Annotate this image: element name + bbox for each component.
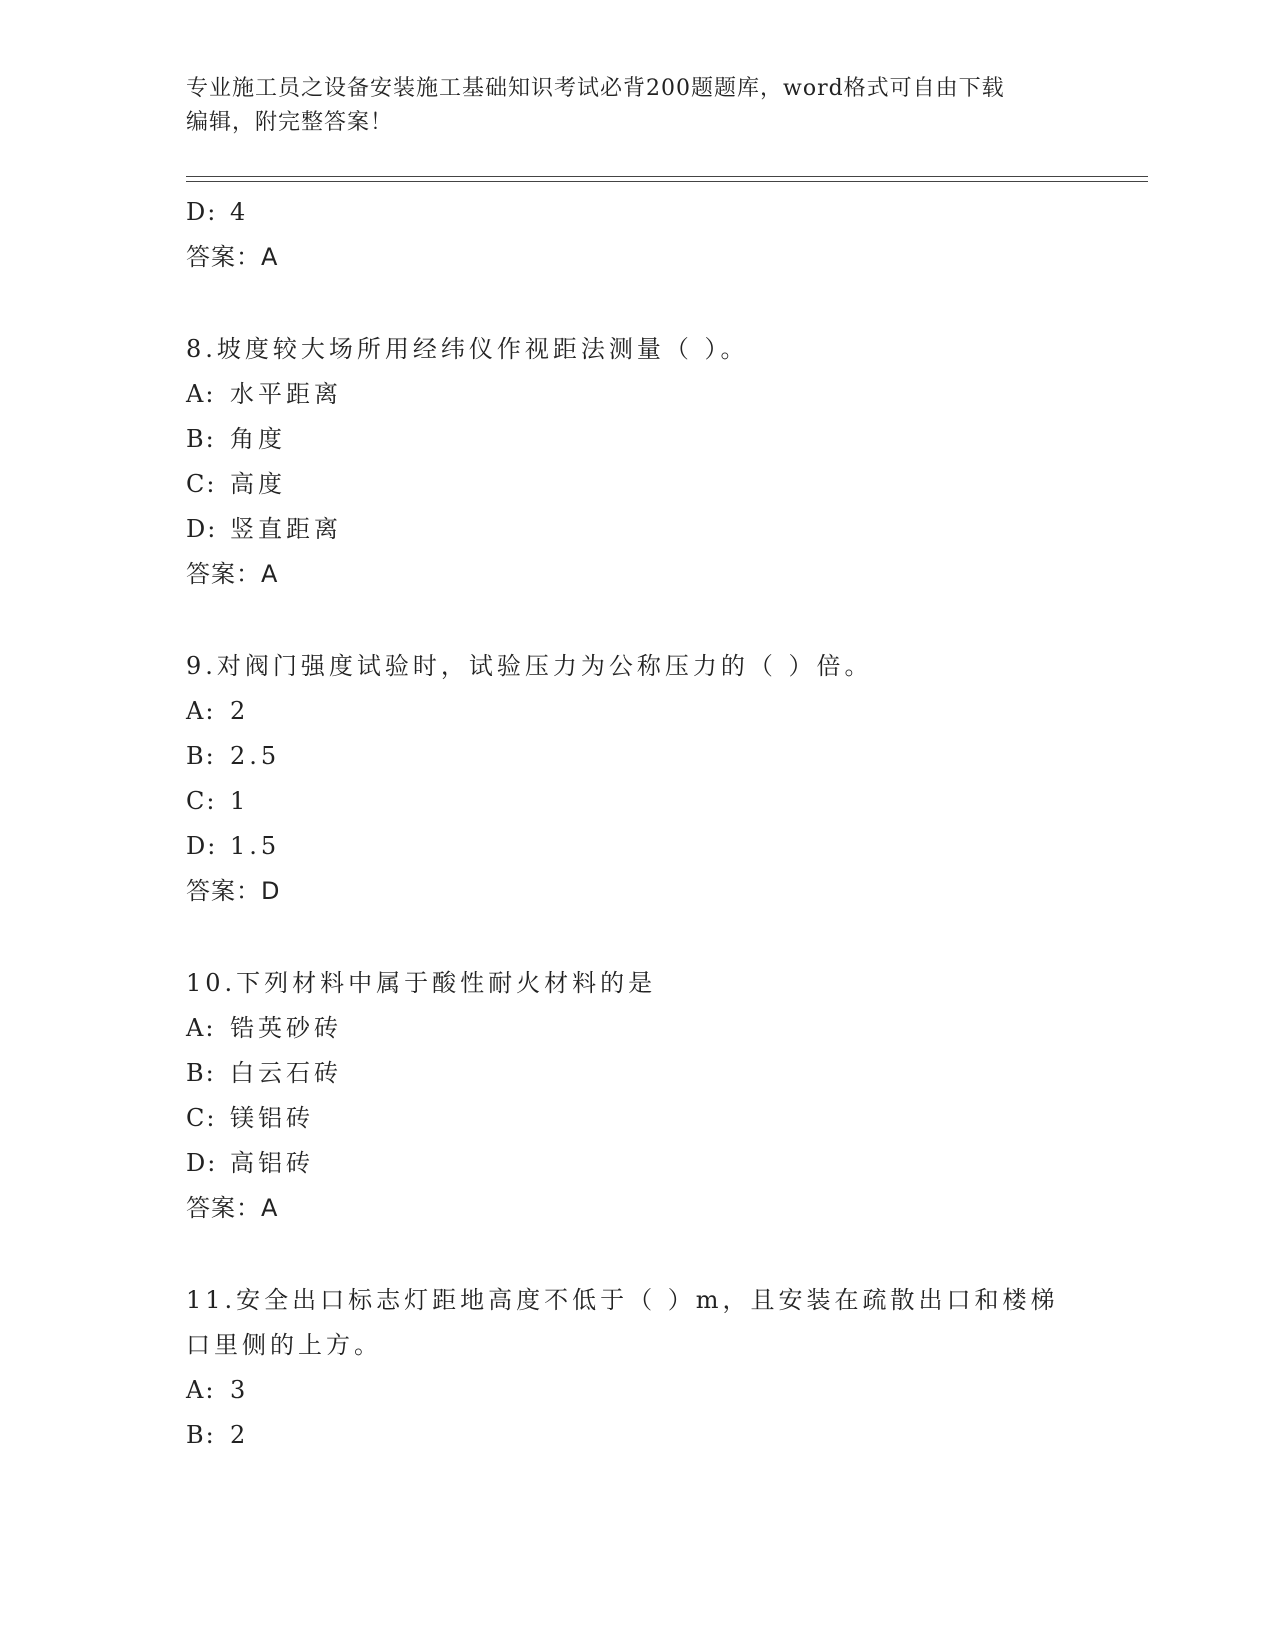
- question-10-option-a: [186, 1006, 1086, 1051]
- option-label: A:: [186, 1376, 216, 1404]
- question-8-option-a: [186, 372, 1086, 417]
- option-text: 竖直距离: [230, 515, 342, 543]
- option-label: A:: [186, 380, 216, 408]
- question-10-option-b: [186, 1051, 1086, 1096]
- option-label: B:: [186, 425, 216, 453]
- option-text: 角度: [230, 425, 286, 453]
- question-11-text: 11.安全出口标志灯距地高度不低于（ ）m，且安装在疏散出口和楼梯口里侧的上方。: [186, 1286, 1059, 1359]
- prev-option-d: [186, 190, 1086, 235]
- option-text: 2: [230, 697, 250, 725]
- question-10-option-c: [186, 1096, 1086, 1141]
- question-8-answer: 答案：A: [186, 560, 279, 588]
- option-label: D:: [186, 1149, 218, 1177]
- option-text: 1: [230, 787, 250, 815]
- header-title-line1: 专业施工员之设备安装施工基础知识考试必背200题题库，word格式可自由下载: [186, 76, 1005, 101]
- header-title-line2: 编辑，附完整答案！: [186, 110, 394, 135]
- option-label: D:: [186, 198, 218, 226]
- option-label: A:: [186, 1014, 216, 1042]
- header-divider-top: [186, 176, 1148, 177]
- question-11-option-b: [186, 1413, 1086, 1458]
- option-text: 镁铝砖: [230, 1104, 314, 1132]
- option-text: 水平距离: [230, 380, 342, 408]
- question-8-option-d: [186, 507, 1086, 552]
- question-9-option-c: [186, 779, 1086, 824]
- question-9-answer: 答案：D: [186, 877, 281, 905]
- prev-answer: 答案：A: [186, 243, 279, 271]
- option-text: 锆英砂砖: [230, 1014, 342, 1042]
- option-text: 白云石砖: [230, 1059, 342, 1087]
- option-label: D:: [186, 515, 218, 543]
- option-label: C:: [186, 470, 217, 498]
- question-10-answer: 答案：A: [186, 1194, 279, 1222]
- option-label: D:: [186, 832, 218, 860]
- question-8-option-c: [186, 462, 1086, 507]
- option-text: 3: [230, 1376, 250, 1404]
- option-text: 高度: [230, 470, 286, 498]
- question-10-option-d: [186, 1141, 1086, 1186]
- header-divider-bottom: [186, 181, 1148, 182]
- option-label: C:: [186, 787, 217, 815]
- question-list: [186, 190, 1086, 1458]
- option-label: B:: [186, 1059, 216, 1087]
- question-9-option-a: [186, 689, 1086, 734]
- question-8-text: 8.坡度较大场所用经纬仪作视距法测量（ ）。: [186, 335, 749, 363]
- question-9-text: 9.对阀门强度试验时，试验压力为公称压力的（ ）倍。: [186, 652, 873, 680]
- question-9-option-b: [186, 734, 1086, 779]
- option-label: C:: [186, 1104, 217, 1132]
- option-label: B:: [186, 1421, 216, 1449]
- question-8-option-b: [186, 417, 1086, 462]
- option-label: B:: [186, 742, 216, 770]
- option-text: 1.5: [230, 832, 281, 860]
- option-text: 4: [230, 198, 250, 226]
- option-label: A:: [186, 697, 216, 725]
- option-text: 高铝砖: [230, 1149, 314, 1177]
- document-header: [186, 72, 1066, 140]
- question-10-text: 10.下列材料中属于酸性耐火材料的是: [186, 969, 657, 997]
- option-text: 2.5: [230, 742, 281, 770]
- question-9-option-d: [186, 824, 1086, 869]
- question-11-option-a: [186, 1368, 1086, 1413]
- option-text: 2: [230, 1421, 250, 1449]
